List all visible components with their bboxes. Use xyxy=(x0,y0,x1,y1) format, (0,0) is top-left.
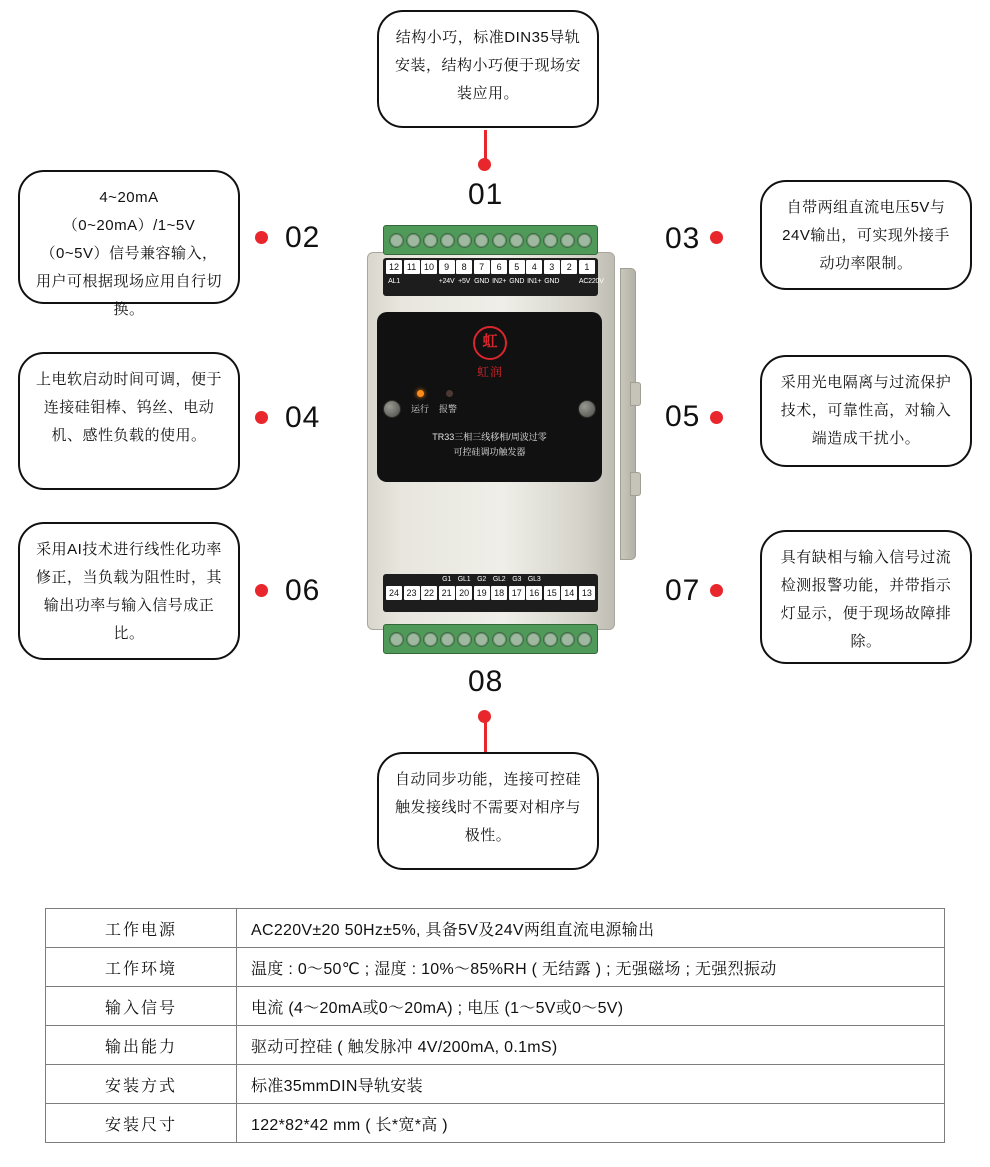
terminal-screw xyxy=(560,632,575,647)
spec-label: 工作环境 xyxy=(46,948,237,987)
terminal-label-bar-top xyxy=(383,258,604,296)
terminal-screw xyxy=(577,632,592,647)
terminal-number: 8 xyxy=(456,260,472,274)
terminal-signal xyxy=(386,576,402,583)
connector-line-08 xyxy=(484,722,487,752)
terminal-signals-top xyxy=(386,278,604,285)
device-model-text xyxy=(377,430,602,460)
terminal-signal: IN1+ xyxy=(527,278,542,285)
terminal-number: 6 xyxy=(491,260,507,274)
spec-label: 输入信号 xyxy=(46,987,237,1026)
terminal-screw xyxy=(543,632,558,647)
terminal-number: 1 xyxy=(579,260,595,274)
terminal-signal: GND xyxy=(474,278,490,285)
callout-number-03: 03 xyxy=(665,222,701,255)
terminal-signal xyxy=(579,576,595,583)
terminal-number: 3 xyxy=(544,260,560,274)
callout-text-04: 上电软启动时间可调，便于连接硅钼棒、钨丝、电动机、感性负载的使用。 xyxy=(35,371,222,444)
terminal-screw xyxy=(474,632,489,647)
callout-bubble-03 xyxy=(760,180,972,290)
spec-value: AC220V±20 50Hz±5%, 具备5V及24V两组直流电源输出 xyxy=(237,909,945,948)
spec-value: 驱动可控硅 ( 触发脉冲 4V/200mA, 0.1mS) xyxy=(237,1026,945,1065)
terminal-screw xyxy=(406,632,421,647)
terminal-screw xyxy=(440,632,455,647)
spec-value: 温度 : 0～50℃ ; 湿度 : 10%～85%RH ( 无结露 ) ; 无强磁场 ; 无强烈振动 xyxy=(237,948,945,987)
connector-dot-01 xyxy=(478,158,491,171)
terminal-signal xyxy=(404,278,420,285)
callout-number-02: 02 xyxy=(285,221,321,254)
spec-label: 输出能力 xyxy=(46,1026,237,1065)
table-row xyxy=(46,1104,945,1143)
spec-label: 安装尺寸 xyxy=(46,1104,237,1143)
callout-number-01: 01 xyxy=(468,178,504,211)
callout-bubble-01 xyxy=(377,10,599,128)
device-model-line1: TR33三相三线移相/周波过零 xyxy=(432,432,547,442)
terminal-signal xyxy=(421,278,437,285)
callout-bubble-06 xyxy=(18,522,240,660)
terminal-screw xyxy=(423,233,438,248)
terminal-signal: IN2+ xyxy=(492,278,507,285)
terminal-signal: +5V xyxy=(458,278,471,285)
connector-dot-06 xyxy=(255,584,268,597)
terminal-signal: +24V xyxy=(438,278,455,285)
brand-mark-icon: 虹 xyxy=(473,326,507,360)
terminal-number: 9 xyxy=(439,260,455,274)
terminal-screw xyxy=(389,233,404,248)
terminal-number: 5 xyxy=(509,260,525,274)
terminal-screw xyxy=(457,632,472,647)
terminal-screw xyxy=(440,233,455,248)
terminal-screw xyxy=(509,233,524,248)
terminal-signal: G2 xyxy=(477,576,487,583)
terminal-screw xyxy=(457,233,472,248)
terminal-screw xyxy=(406,233,421,248)
terminal-signal: GND xyxy=(509,278,525,285)
callout-bubble-05 xyxy=(760,355,972,467)
terminal-number: 13 xyxy=(579,586,595,600)
callout-text-03: 自带两组直流电压5V与24V输出，可实现外接手动功率限制。 xyxy=(782,199,950,272)
spec-value: 电流 (4～20mA或0～20mA) ; 电压 (1～5V或0～5V) xyxy=(237,987,945,1026)
connector-dot-02 xyxy=(255,231,268,244)
connector-dot-07 xyxy=(710,584,723,597)
terminal-screw xyxy=(492,233,507,248)
callout-bubble-02 xyxy=(18,170,240,318)
callout-text-08: 自动同步功能，连接可控硅触发接线时不需要对相序与极性。 xyxy=(394,771,581,844)
terminal-screw xyxy=(526,632,541,647)
terminal-signal: GL1 xyxy=(457,576,471,583)
brand-logo xyxy=(463,326,517,380)
alarm-led-label: 报警 xyxy=(439,404,458,414)
device-side-tab-upper xyxy=(630,382,641,406)
terminal-screw xyxy=(543,233,558,248)
terminal-numbers-bottom xyxy=(386,586,595,600)
terminal-signal: AL1 xyxy=(388,278,400,285)
terminal-screw xyxy=(560,233,575,248)
callout-bubble-04 xyxy=(18,352,240,490)
indicator-led-labels xyxy=(411,402,491,415)
spec-label: 工作电源 xyxy=(46,909,237,948)
terminal-number: 20 xyxy=(456,586,472,600)
callout-text-07: 具有缺相与输入信号过流检测报警功能，并带指示灯显示，便于现场故障排除。 xyxy=(780,549,952,650)
callout-text-05: 采用光电隔离与过流保护技术，可靠性高，对输入端造成干扰小。 xyxy=(780,374,952,447)
terminal-signal xyxy=(544,576,560,583)
device-faceplate xyxy=(377,312,602,482)
callout-number-07: 07 xyxy=(665,574,701,607)
terminal-signal: GL3 xyxy=(527,576,541,583)
device-illustration xyxy=(355,222,625,662)
terminal-signal xyxy=(421,576,437,583)
connector-dot-05 xyxy=(710,411,723,424)
terminal-number: 22 xyxy=(421,586,437,600)
terminal-signal: GND xyxy=(544,278,560,285)
connector-dot-04 xyxy=(255,411,268,424)
terminal-screw xyxy=(474,233,489,248)
terminal-number: 11 xyxy=(404,260,420,274)
callout-number-06: 06 xyxy=(285,574,321,607)
terminal-signal: G3 xyxy=(512,576,522,583)
terminal-number: 15 xyxy=(544,586,560,600)
callout-text-06: 采用AI技术进行线性化功率修正，当负载为阻性时，其输出功率与输入信号成正比。 xyxy=(35,541,222,642)
run-led-label: 运行 xyxy=(411,404,430,414)
callout-number-05: 05 xyxy=(665,400,701,433)
device-side-panel xyxy=(620,268,636,560)
terminal-signal: G1 xyxy=(442,576,452,583)
table-row xyxy=(46,1026,945,1065)
terminal-numbers-top xyxy=(386,260,595,274)
terminal-strip-top xyxy=(383,225,598,255)
terminal-screw xyxy=(423,632,438,647)
connector-dot-03 xyxy=(710,231,723,244)
adjust-knob-left xyxy=(383,400,401,418)
table-row xyxy=(46,987,945,1026)
terminal-strip-bottom xyxy=(383,624,598,654)
table-row xyxy=(46,1065,945,1104)
callout-bubble-08 xyxy=(377,752,599,870)
terminal-number: 10 xyxy=(421,260,437,274)
callout-text-01: 结构小巧，标准DIN35导轨安装，结构小巧便于现场安装应用。 xyxy=(394,29,581,102)
callout-number-04: 04 xyxy=(285,401,321,434)
spec-value: 122*82*42 mm ( 长*宽*高 ) xyxy=(237,1104,945,1143)
adjust-knob-right xyxy=(578,400,596,418)
indicator-leds xyxy=(417,390,477,397)
device-side-tab-lower xyxy=(630,472,641,496)
terminal-signal: AC220V xyxy=(578,278,604,285)
run-led-icon xyxy=(417,390,424,397)
terminal-screw xyxy=(509,632,524,647)
table-row xyxy=(46,909,945,948)
terminal-number: 16 xyxy=(526,586,542,600)
terminal-number: 21 xyxy=(439,586,455,600)
terminal-screw xyxy=(492,632,507,647)
terminal-number: 19 xyxy=(474,586,490,600)
terminal-screw xyxy=(389,632,404,647)
terminal-signal xyxy=(404,576,420,583)
callout-text-02: 4~20mA（0~20mA）/1~5V（0~5V）信号兼容输入，用户可根据现场应用自行切换。 xyxy=(35,189,222,318)
device-model-line2: 可控硅调功触发器 xyxy=(453,447,526,457)
terminal-number: 14 xyxy=(561,586,577,600)
terminal-signal xyxy=(561,576,577,583)
terminal-signals-bottom xyxy=(386,576,595,583)
terminal-number: 7 xyxy=(474,260,490,274)
table-row xyxy=(46,948,945,987)
terminal-signal xyxy=(561,278,577,285)
spec-value: 标准35mmDIN导轨安装 xyxy=(237,1065,945,1104)
alarm-led-icon xyxy=(446,390,453,397)
terminal-number: 4 xyxy=(526,260,542,274)
terminal-number: 18 xyxy=(491,586,507,600)
terminal-label-bar-bottom xyxy=(383,574,598,612)
callout-bubble-07 xyxy=(760,530,972,664)
brand-name: 虹润 xyxy=(476,365,503,379)
terminal-number: 2 xyxy=(561,260,577,274)
terminal-number: 17 xyxy=(509,586,525,600)
specification-table xyxy=(45,908,945,1143)
terminal-number: 23 xyxy=(404,586,420,600)
terminal-screw xyxy=(577,233,592,248)
terminal-number: 24 xyxy=(386,586,402,600)
terminal-signal: GL2 xyxy=(492,576,506,583)
callout-number-08: 08 xyxy=(468,665,504,698)
spec-label: 安装方式 xyxy=(46,1065,237,1104)
terminal-screw xyxy=(526,233,541,248)
terminal-number: 12 xyxy=(386,260,402,274)
